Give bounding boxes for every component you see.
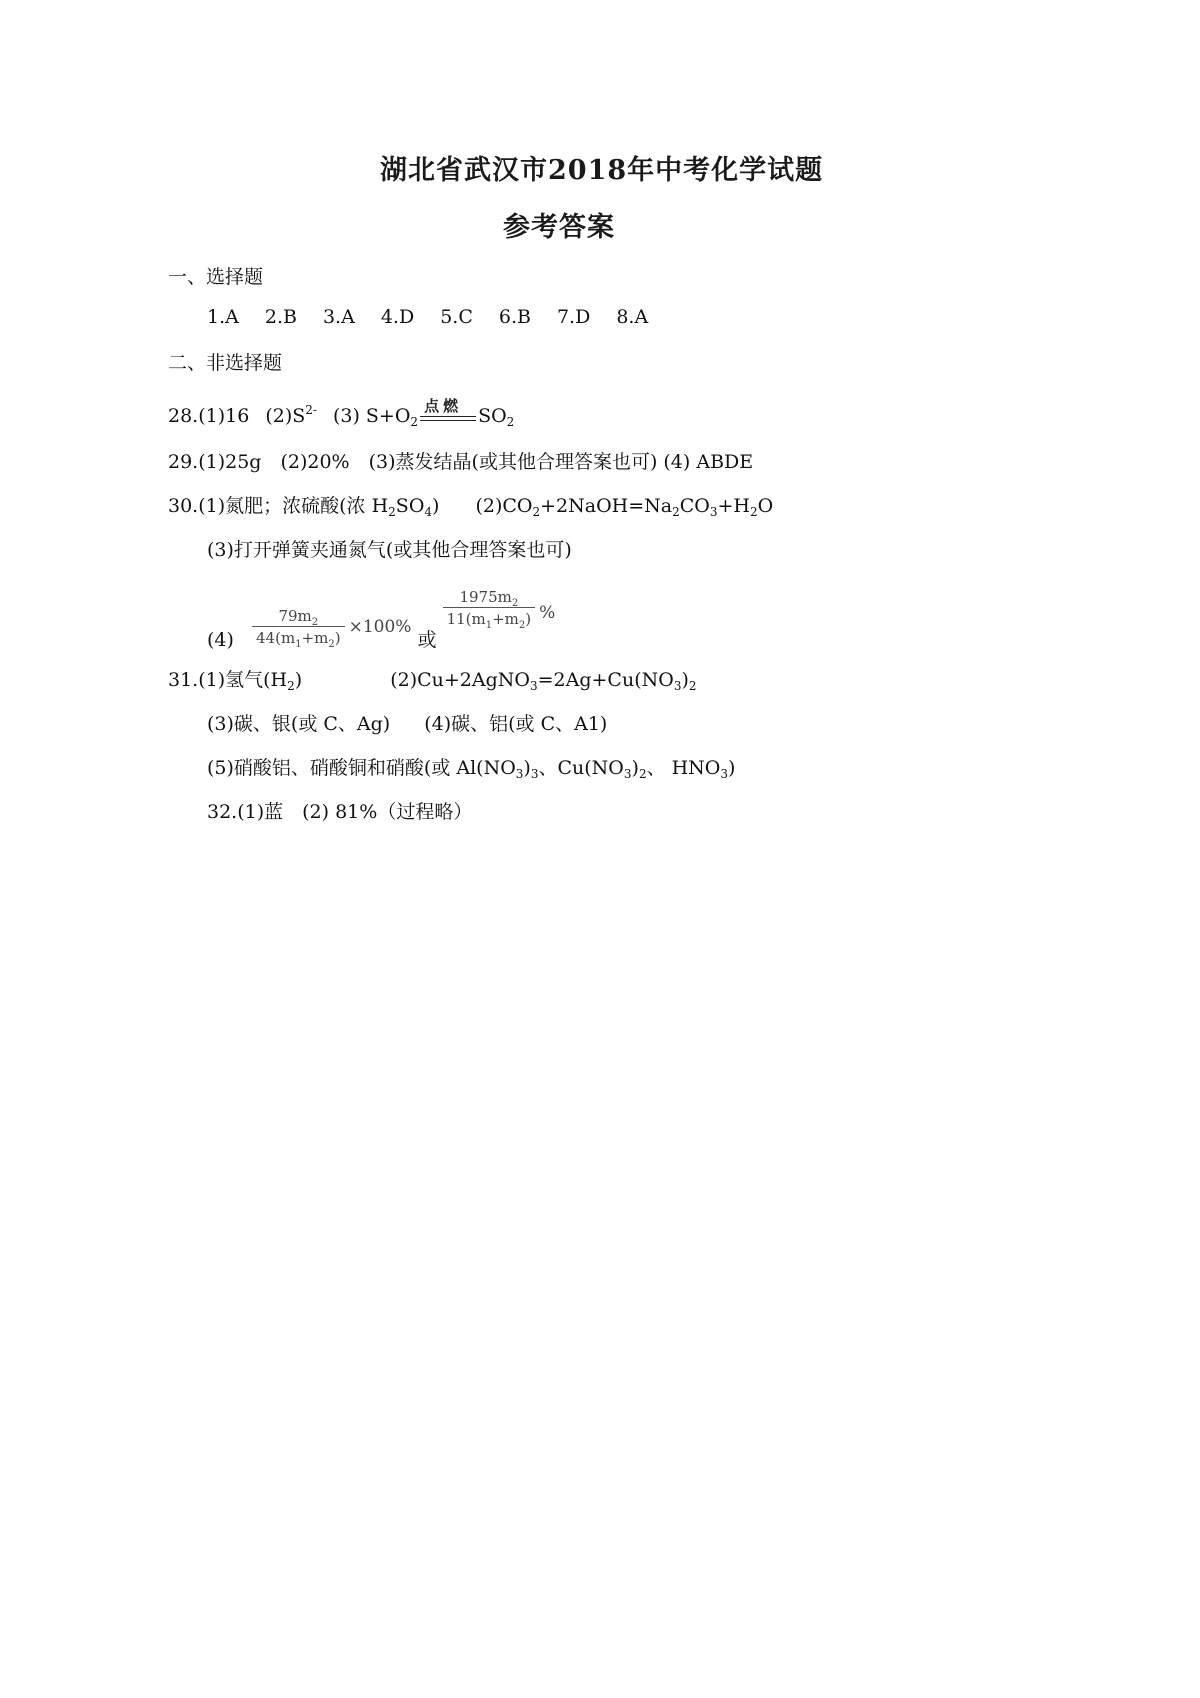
fraction-denominator: 11(m [446, 610, 486, 628]
q31-part3: (3)碳、银(或 C、Ag) [207, 713, 391, 735]
section-nonchoice-heading: 二、非选择题 [168, 352, 283, 374]
q30-part1: 30.(1)氮肥；浓硫酸(浓 H [168, 495, 389, 517]
formula-text: +m [301, 629, 329, 647]
reaction-condition: 点燃 [424, 397, 463, 415]
formula-sub: 2 [287, 679, 295, 693]
formula-sub: 3 [623, 767, 632, 781]
formula-sub: 3 [530, 767, 539, 781]
formula-text: 、 HNO [646, 757, 721, 779]
fraction-numerator: 79m [278, 607, 312, 625]
choice-answer: 5.C [440, 306, 473, 328]
choice-answer: 6.B [498, 306, 531, 328]
q31-part4: (4)碳、铝(或 C、A1) [424, 713, 608, 735]
fraction-denominator: 44(m [256, 629, 296, 647]
formula-text: ) [631, 757, 639, 779]
formula-sub: 2 [518, 620, 526, 631]
formula-text: +2NaOH=Na [540, 495, 673, 517]
q30-part4-label: (4) [207, 629, 234, 651]
q28-part2: (2)S [265, 405, 306, 427]
q28-part1: 28.(1)16 [168, 405, 250, 427]
fraction-numerator: 1975m [459, 588, 512, 606]
formula-sub: 3 [529, 679, 538, 693]
answer-q30-line2: (3)打开弹簧夹通氮气(或其他合理答案也可) [207, 539, 572, 561]
q28-product-sub: 2 [506, 415, 515, 429]
formula-sub: 2 [311, 617, 319, 628]
formula-text: CO [679, 495, 710, 517]
formula-sub: 1 [295, 639, 302, 650]
formula-sub: 2 [672, 505, 680, 519]
q30-equation: (2)CO [475, 495, 533, 517]
formula-sub: 3 [515, 767, 524, 781]
formula-text: +m [492, 610, 519, 628]
formula-sub: 3 [673, 679, 682, 693]
choice-answer: 8.A [616, 306, 649, 328]
q31-part1: 31.(1)氢气(H [168, 669, 288, 691]
page-title: 湖北省武汉市2018年中考化学试题 [380, 155, 824, 186]
formula-text: ) [728, 757, 736, 779]
formula-sub: 1 [485, 620, 493, 631]
fraction-multiplier: ×100% [348, 617, 412, 637]
q28-sub: 2 [410, 415, 419, 429]
choice-answer: 2.B [264, 306, 297, 328]
formula-sub: 4 [424, 505, 433, 519]
page-subtitle: 参考答案 [503, 212, 615, 243]
choice-answer: 3.A [322, 306, 355, 328]
fraction-2 [443, 588, 536, 631]
formula-sub: 2 [511, 598, 519, 609]
choice-answer: 1.A [207, 306, 239, 328]
formula-text: +H [717, 495, 751, 517]
formula-text: ) [294, 669, 303, 691]
choice-answer: 4.D [380, 306, 415, 328]
answer-q31-line1 [168, 668, 697, 692]
formula-sub: 2 [688, 679, 697, 693]
q28-part3: (3) S+O [332, 405, 411, 427]
formula-sub: 2 [532, 505, 541, 519]
q28-charge: 2- [305, 403, 317, 417]
q31-part5: (5)硝酸铝、硝酸铜和硝酸(或 Al(NO [207, 757, 516, 779]
formula-sub: 3 [709, 505, 718, 519]
answer-q31-line3 [207, 756, 735, 780]
formula-text: ) [523, 757, 531, 779]
formula-text: ) [432, 495, 440, 517]
formula-sub: 2 [750, 505, 758, 519]
q31-equation: (2)Cu+2AgNO [390, 669, 530, 691]
answer-q32: 32.(1)蓝 (2) 81%（过程略） [207, 801, 473, 823]
percent-sign: % [539, 603, 556, 623]
formula-text: 、Cu(NO [538, 757, 624, 779]
answer-q29: 29.(1)25g (2)20% (3)蒸发结晶(或其他合理答案也可) (4) ABDE [168, 451, 754, 473]
formula-text: O [757, 495, 774, 517]
formula-text: ) [334, 629, 341, 647]
formula-sub: 3 [720, 767, 729, 781]
formula-text: ) [525, 610, 532, 628]
choice-answer: 7.D [556, 306, 591, 328]
reaction-condition-arrow [420, 397, 476, 428]
formula-sub: 2 [328, 639, 335, 650]
answer-q28 [168, 397, 515, 429]
choice-answers [207, 305, 648, 329]
section-choice-heading: 一、选择题 [168, 266, 264, 288]
formula-text: ) [681, 669, 689, 691]
answer-q31-line2 [207, 712, 607, 736]
formula-sub: 2 [638, 767, 647, 781]
q28-product: SO [478, 405, 507, 427]
answer-q30-line3 [207, 588, 555, 652]
formula-sub: 2 [388, 505, 396, 519]
answer-q30-line1 [168, 494, 773, 518]
formula-text: =2Ag+Cu(NO [537, 669, 674, 691]
fraction-1 [252, 607, 345, 650]
formula-text: SO [395, 495, 425, 517]
or-text: 或 [417, 629, 437, 651]
